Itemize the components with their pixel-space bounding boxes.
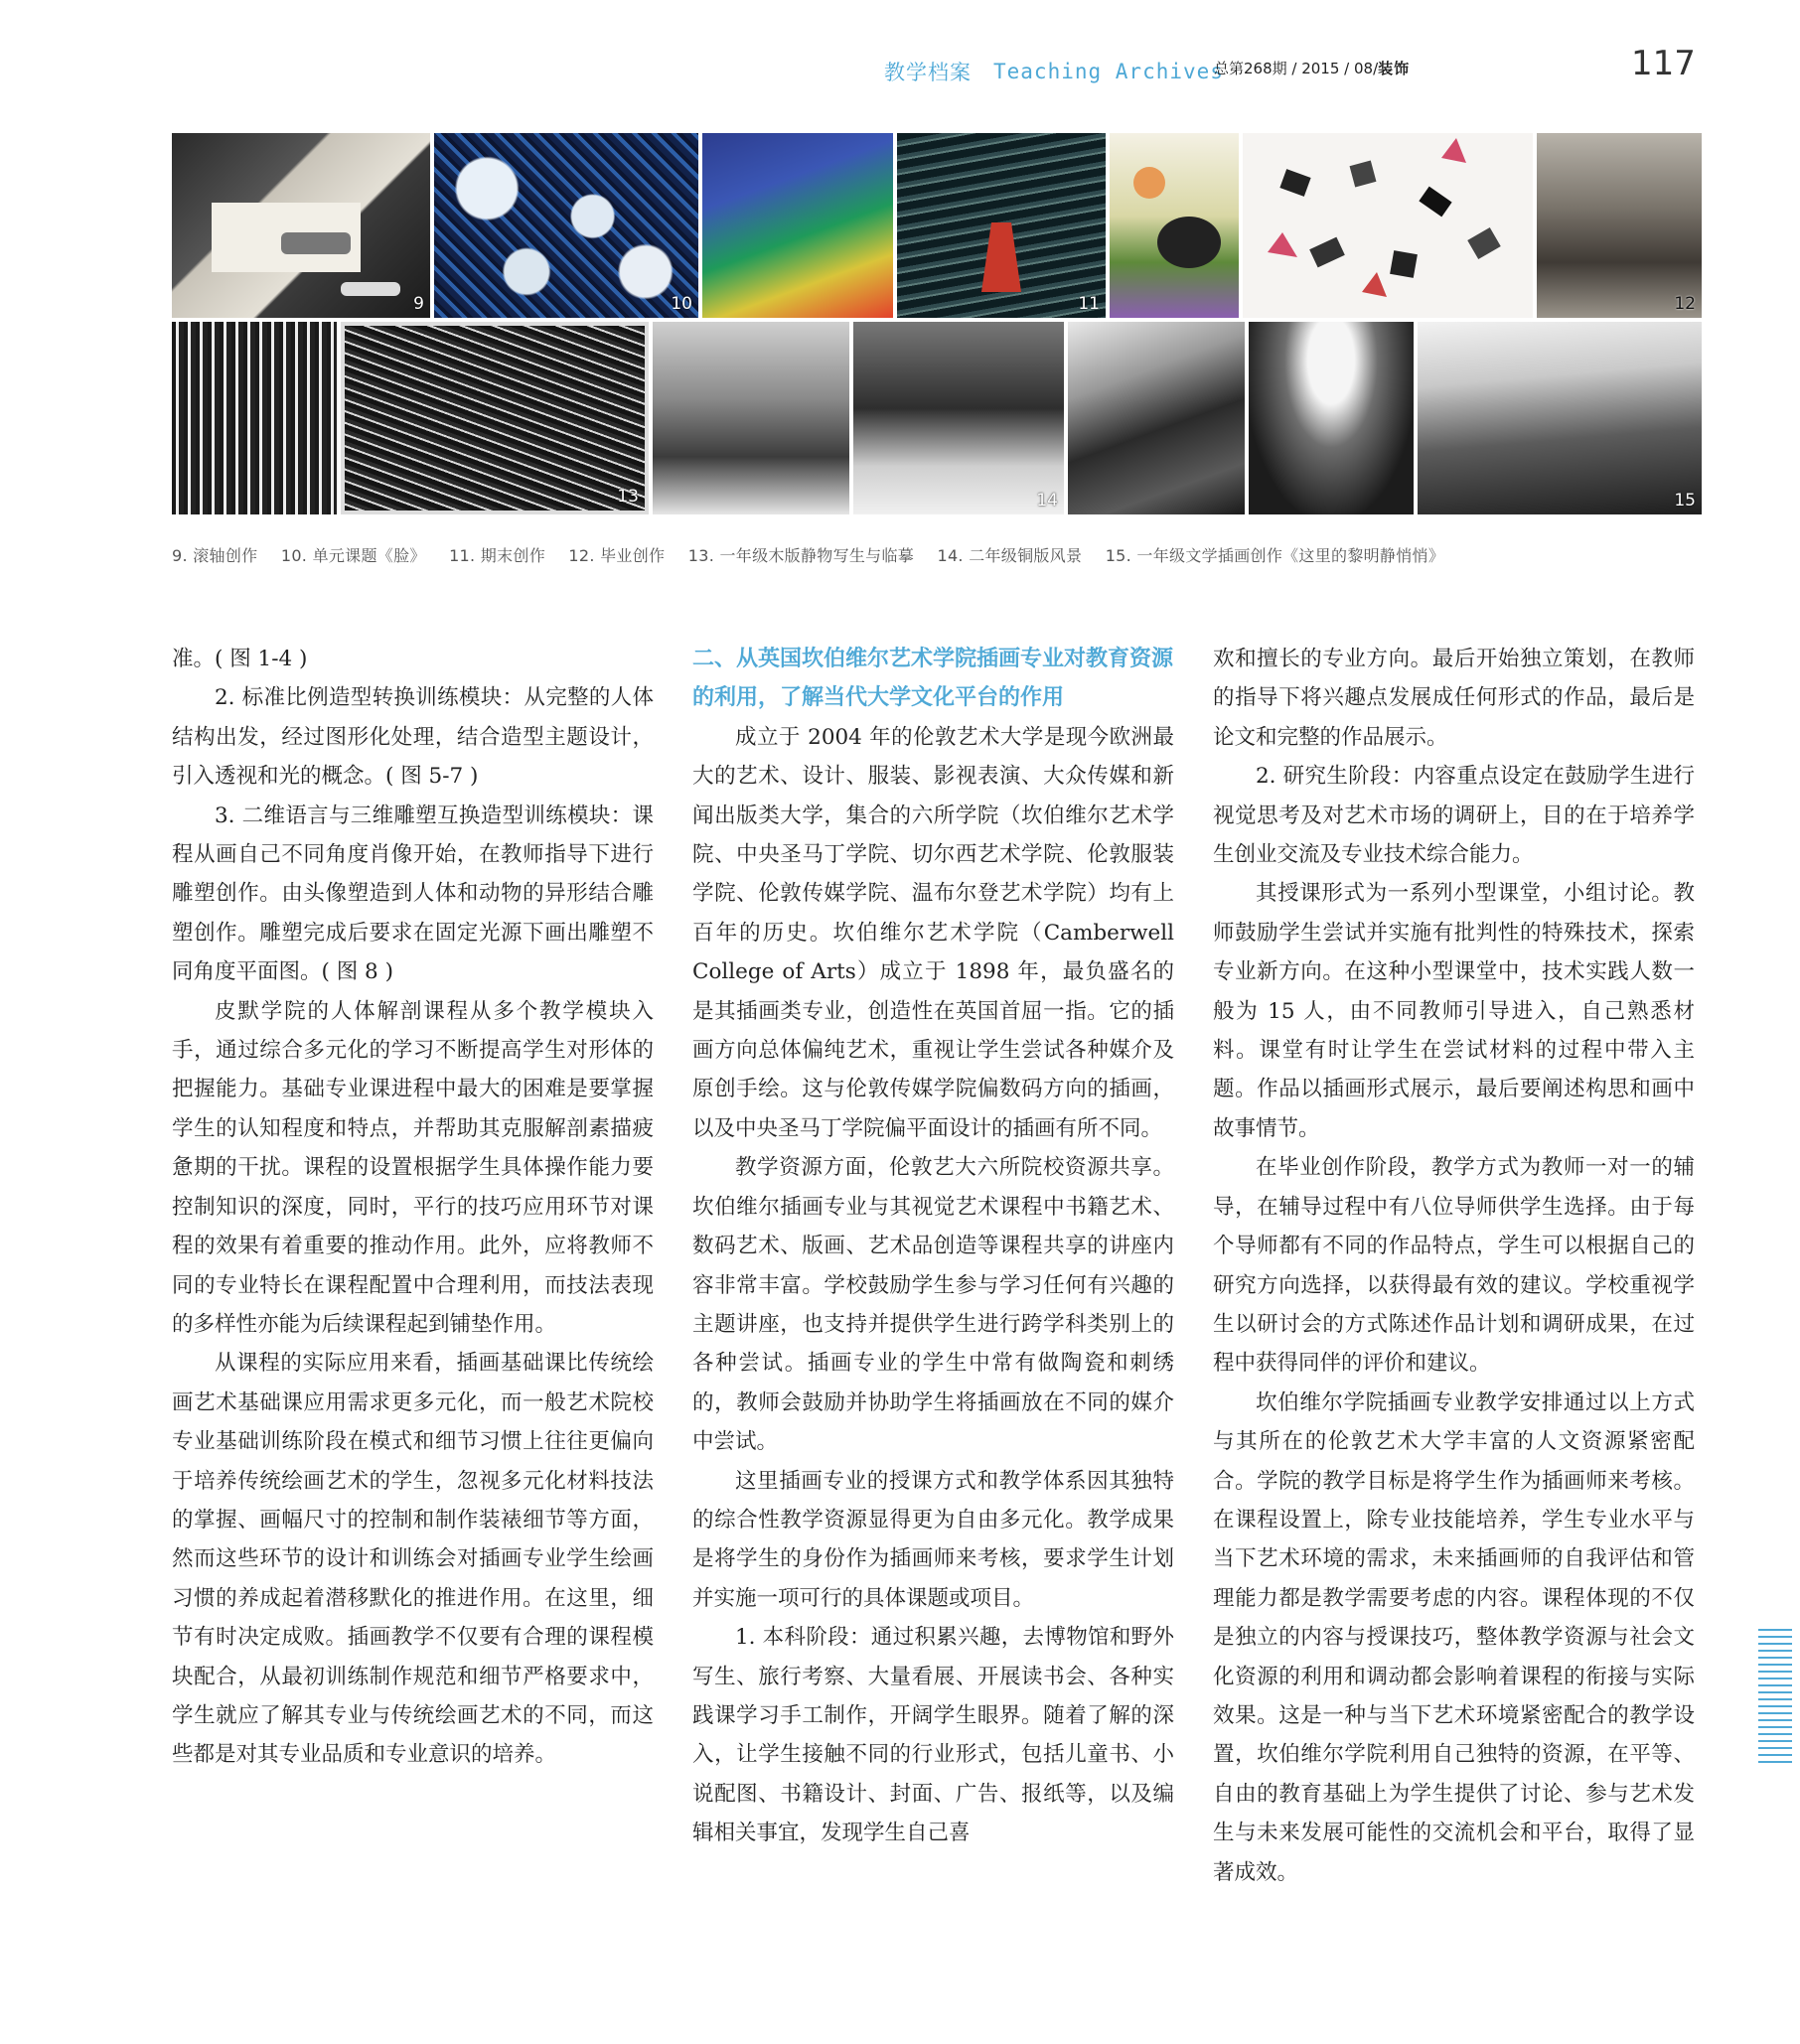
paragraph: 教学资源方面，伦敦艺大六所院校资源共享。坎伯维尔插画专业与其视觉艺术课程中书籍艺术、数码艺术、版画、艺术品创造等课程共享的讲座内容非常丰富。学校鼓励学生参与学习任何有兴趣的主题讲座，也支持并提供学生进行跨学科类别上的各种尝试。插画专业的学生中常有做陶瓷和刺绣的，教师会鼓励并协助学生将插画放在不同的媒介中尝试。 [692,1155,1174,1455]
figure-10-faces [434,133,698,318]
paragraph: 这里插画专业的授课方式和教学体系因其独特的综合性教学资源显得更为自由多元化。教学成果是将学生的身份作为插画师来考核，要求学生计划并实施一项可行的具体课题或项目。 [692,1468,1174,1611]
caption-item: 10. 单元课题《脸》 [280,546,426,565]
caption-item: 9. 滚轴创作 [172,546,258,565]
issue-number: 总第268期 / 2015 / 08/ [1214,60,1379,77]
figure-15-illustration-c [1418,322,1702,514]
figure-strip-top [172,133,1702,318]
figure-caption [172,543,1722,566]
page-number: 117 [1631,44,1696,83]
figure-12-illustration-b [1243,133,1533,318]
figure-15-illustration-b [1249,322,1414,514]
figure-14-etching-b [853,322,1064,514]
text-column-1 [172,640,654,1775]
figure-12-illustration-c [1537,133,1702,318]
caption-item: 11. 期末创作 [449,546,546,565]
figure-number: 15 [1674,491,1696,511]
paragraph: 坎伯维尔学院插画专业教学安排通过以上方式与其所在的伦敦艺术大学丰富的人文资源紧密配合。学院的教学目标是将学生作为插画师来考核。在课程设置上，除专业技能培养，学生专业水平与当下艺术环境的需求，未来插画师的自我评估和管理能力都是教学需要考虑的内容。课程体现的不仅是独立的内容与授课技巧，整体教学资源与社会文化资源的利用和调动都会影响着课程的衔接与实际效果。这是一种与当下艺术环境紧密配合的教学设置，坎伯维尔学院利用自己独特的资源，在平等、自由的教育基础上为学生提供了讨论、参与艺术发生与未来发展可能性的交流机会和平台，取得了显著成效。 [1213,1389,1695,1885]
paragraph: 从课程的实际应用来看，插画基础课比传统绘画艺术基础课应用需求更多元化，而一般艺术院校专业基础训练阶段在模式和细节习惯上往往更偏向于培养传统绘画艺术的学生，忽视多元化材料技法的掌握、画幅尺寸的控制和制作装裱细节等方面，然而这些环节的设计和训练会对插画专业学生绘画习惯的养成起着潜移默化的推进作用。在这里，细节有时决定成败。插画教学不仅要有合理的课程模块配合，从最初训练制作规范和细节严格要求中，学生就应了解其专业与传统绘画艺术的不同，而这些都是对其专业品质和专业意识的培养。 [172,1351,654,1768]
figure-13-woodcut-b [341,322,649,514]
scattered-objects [1243,133,1533,318]
paragraph: 皮默学院的人体解剖课程从多个教学模块入手，通过综合多元化的学习不断提高学生对形体的把握能力。基础专业课进程中最大的困难是要掌握学生的认知程度和特点，并帮助其克服解剖素描疲惫期的干扰。课程的设置根据学生具体操作能力要控制知识的深度，同时，平行的技巧应用环节对课程的效果有着重要的推动作用。此外，应将教师不同的专业特长在课程配置中合理利用，而技法表现的多样性亦能为后续课程起到铺垫作用。 [172,998,654,1337]
paragraph: 在毕业创作阶段，教学方式为教师一对一的辅导，在辅导过程中有八位导师供学生选择。由于每个导师都有不同的作品特点，学生可以根据自己的研究方向选择，以获得最有效的建议。学校重视学生以研讨会的方式陈述作品计划和调研成果，在过程中获得同伴的评价和建议。 [1213,1155,1695,1377]
figure-9-photo [172,133,430,318]
magazine-logo: 装饰 [1378,60,1411,77]
figure-number: 14 [1036,491,1058,511]
figure-12-illustration-a [1110,133,1239,318]
paragraph: 其授课形式为一系列小型课堂，小组讨论。教师鼓励学生尝试并实施有批判性的特殊技术，探索专业新方向。在这种小型课堂中，技术实践人数一般为 15 人，由不同教师引导进入，自己熟悉材料。课堂有时让学生在尝试材料的过程中带入主题。作品以插画形式展示，最后要阐述构思和画中故事情节。 [1213,881,1695,1141]
figure-number: 12 [1674,294,1696,314]
figure-number: 9 [413,294,424,314]
paragraph: 成立于 2004 年的伦敦艺术大学是现今欧洲最大的艺术、设计、服装、影视表演、大众传媒和新闻出版类大学，集合的六所学院（坎伯维尔艺术学院、中央圣马丁学院、切尔西艺术学院、伦敦服装学院、伦敦传媒学院、温布尔登艺术学院）均有上百年的历史。坎伯维尔艺术学院（Camberwell College of Arts）成立于 1898 年，最负盛名的是其插画类专业，创造性在英国首屈一指。它的插画方向总体偏纯艺术，重视让学生尝试各种媒介及原创手绘。这与伦敦传媒学院偏数码方向的插画，以及中央圣马丁学院偏平面设计的插画有所不同。 [692,724,1174,1141]
text-column-3 [1213,640,1695,1892]
figure-number: 10 [671,294,692,314]
figure-number: 11 [1078,294,1100,314]
figure-strip-bottom [172,322,1702,514]
figure-15-illustration-a [1068,322,1245,514]
figure-number: 13 [617,487,639,507]
caption-item: 13. 一年级木版静物写生与临摹 [687,546,915,565]
roller-illustration [172,133,430,318]
figure-11-painting-a [702,133,893,318]
paragraph: 2. 研究生阶段：内容重点设定在鼓励学生进行视觉思考及对艺术市场的调研上，目的在于培养学生创业交流及专业技术综合能力。 [1213,764,1695,868]
paragraph: 2. 标准比例造型转换训练模块：从完整的人体结构出发，经过图形化处理，结合造型主题设计，引入透视和光的概念。( 图 5-7 ) [172,685,654,790]
decorative-side-lines [1758,1629,1792,1768]
section-title-cn: 教学档案 [884,61,972,84]
text-column-2 [692,640,1174,1853]
paragraph: 准。( 图 1-4 ) [172,647,308,671]
issue-info [1214,58,1410,78]
section-title-en: Teaching Archives [993,60,1224,83]
paragraph: 欢和擅长的专业方向。最后开始独立策划，在教师的指导下将兴趣点发展成任何形式的作品，最后是论文和完整的作品展示。 [1213,647,1695,750]
caption-item: 14. 二年级铜版风景 [937,546,1083,565]
figure-13-woodcut-a [172,322,337,514]
section-heading: 二、从英国坎伯维尔艺术学院插画专业对教育资源的利用，了解当代大学文化平台的作用 [692,647,1174,711]
paragraph: 3. 二维语言与三维雕塑互换造型训练模块：课程从画自己不同角度肖像开始，在教师指导下进行雕塑创作。由头像塑造到人体和动物的异形结合雕塑创作。雕塑完成后要求在固定光源下画出雕塑不同角度平面图。( 图 8 ) [172,803,654,985]
creature-illustration [1110,133,1239,318]
figure-14-etching-a [653,322,849,514]
paragraph: 1. 本科阶段：通过积累兴趣，去博物馆和野外写生、旅行考察、大量看展、开展读书会、各种实践课学习手工制作，开阔学生眼界。随着了解的深入，让学生接触不同的行业形式，包括儿童书、小说配图、书籍设计、封面、广告、报纸等，以及编辑相关事宜，发现学生自己喜 [692,1625,1174,1846]
caption-item: 15. 一年级文学插画创作《这里的黎明静悄悄》 [1105,546,1445,565]
red-shape [897,133,1106,318]
figure-11-painting-b [897,133,1106,318]
section-header [884,52,1224,91]
caption-item: 12. 毕业创作 [568,546,666,565]
